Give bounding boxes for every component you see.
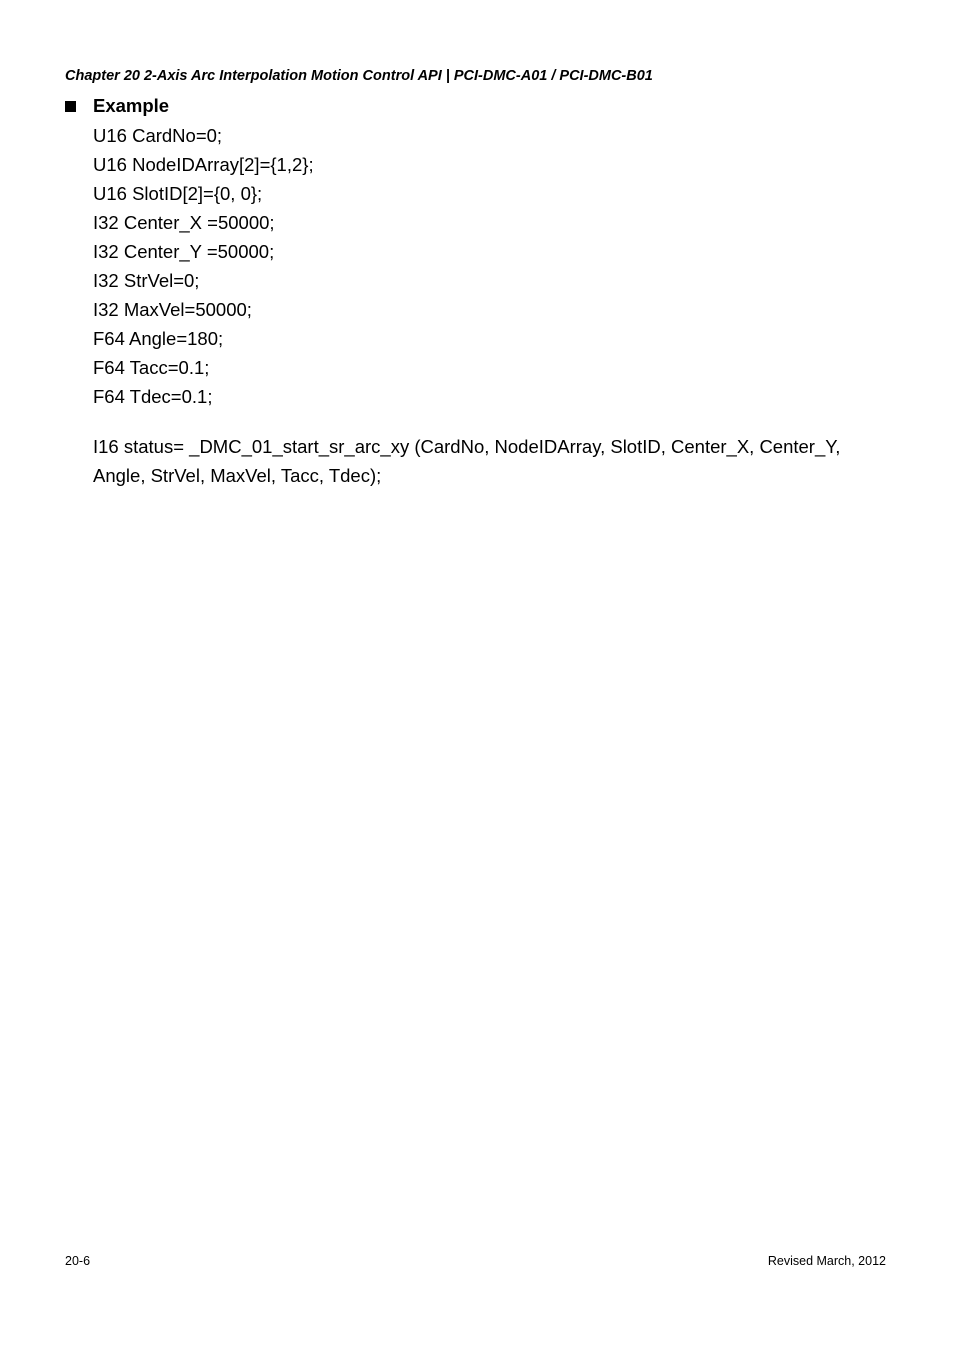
call-line: I16 status= _DMC_01_start_sr_arc_xy (CardNo, NodeIDArray, SlotID, Center_X, Center_Y, xyxy=(93,436,841,457)
code-line: I32 Center_X =50000; xyxy=(93,212,275,233)
call-line: Angle, StrVel, MaxVel, Tacc, Tdec); xyxy=(93,465,382,486)
code-line: I32 StrVel=0; xyxy=(93,270,200,291)
code-line: F64 Tacc=0.1; xyxy=(93,357,210,378)
function-call-statement xyxy=(93,432,893,490)
code-line: F64 Angle=180; xyxy=(93,328,224,349)
code-declarations xyxy=(93,121,314,411)
page-number: 20-6 xyxy=(65,1254,91,1268)
section-heading-text: Example xyxy=(93,95,170,116)
code-line: U16 CardNo=0; xyxy=(93,125,223,146)
square-bullet-icon xyxy=(65,101,76,112)
code-line: U16 SlotID[2]={0, 0}; xyxy=(93,183,263,204)
code-line: I32 Center_Y =50000; xyxy=(93,241,275,262)
section-heading xyxy=(65,95,169,117)
revision-date: Revised March, 2012 xyxy=(767,1254,886,1268)
code-line: U16 NodeIDArray[2]={1,2}; xyxy=(93,154,314,175)
running-header: Chapter 20 2-Axis Arc Interpolation Motion Control API | PCI-DMC-A01 / PCI-DMC-B01 xyxy=(65,68,653,84)
code-line: I32 MaxVel=50000; xyxy=(93,299,252,320)
code-line: F64 Tdec=0.1; xyxy=(93,386,213,407)
